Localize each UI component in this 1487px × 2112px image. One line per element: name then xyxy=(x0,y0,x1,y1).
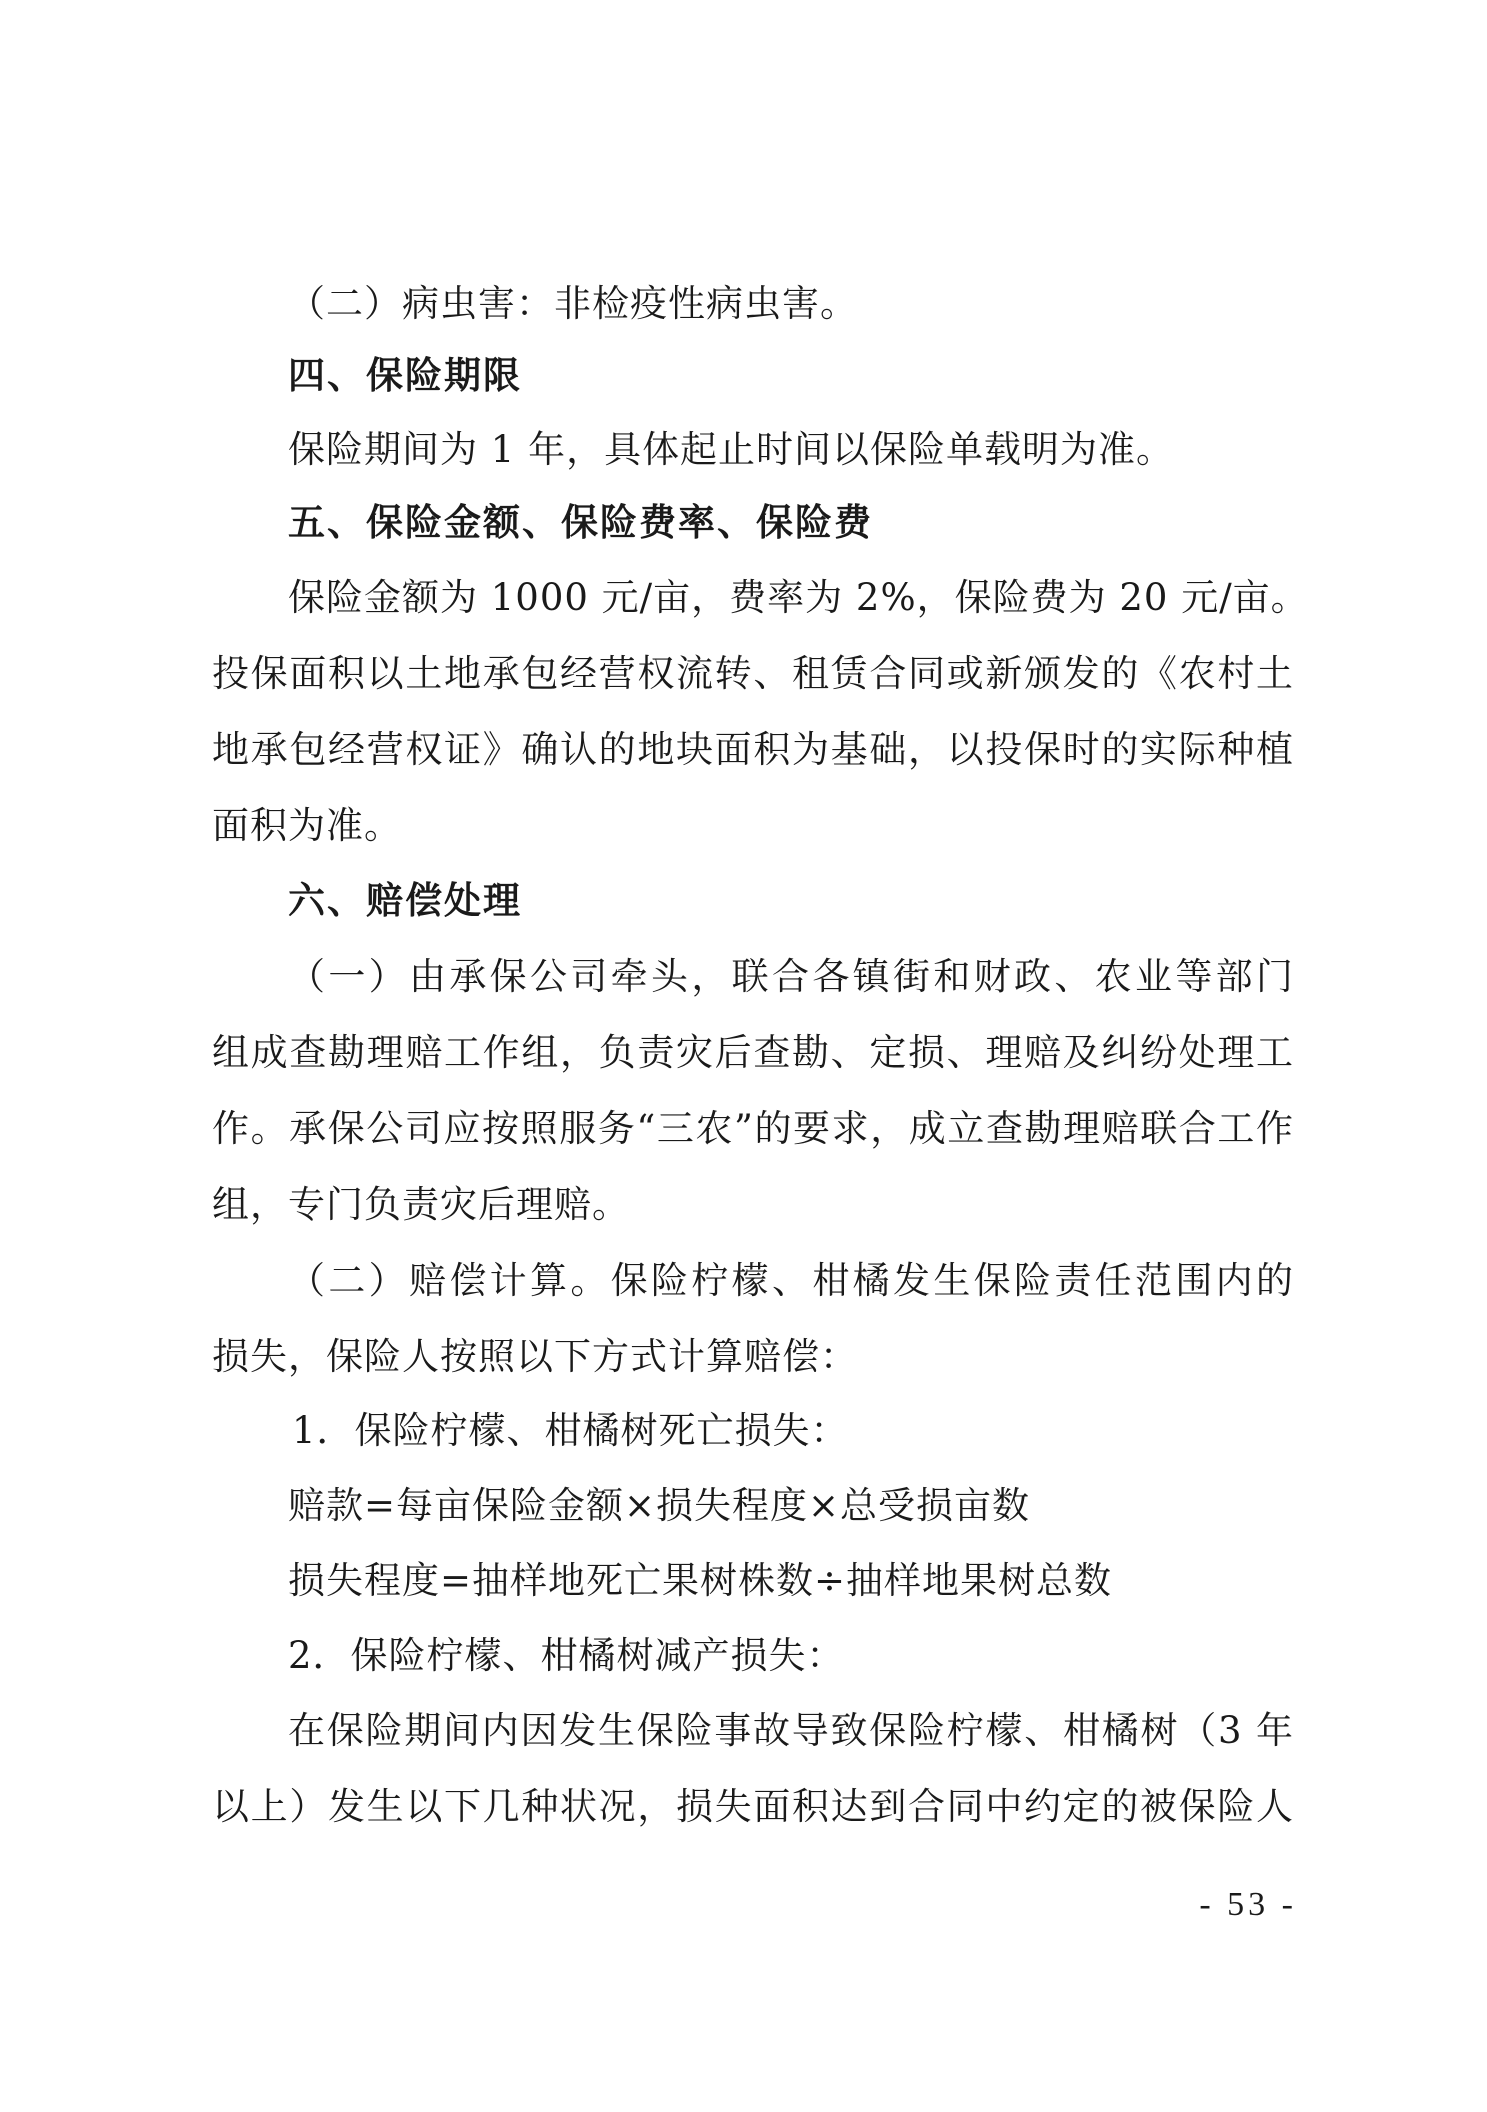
page-number: - 53 - xyxy=(1199,1886,1297,1923)
section-heading-amount-rate-premium: 五、保险金额、保险费率、保险费 xyxy=(288,501,873,544)
formula-loss-degree: 损失程度=抽样地死亡果树株数÷抽样地果树总数 xyxy=(288,1559,1113,1602)
item-2-heading: 2．保险柠檬、柑橘树减产损失： xyxy=(288,1634,845,1677)
paragraph-yield-loss-line-2: 以上）发生以下几种状况，损失面积达到合同中约定的被保险人 xyxy=(212,1785,1294,1828)
paragraph-amount-line-2: 投保面积以土地承包经营权流转、租赁合同或新颁发的《农村土 xyxy=(212,652,1294,695)
paragraph-amount-line-3: 地承包经营权证》确认的地块面积为基础，以投保时的实际种植 xyxy=(212,728,1294,771)
paragraph-amount-line-4: 面积为准。 xyxy=(212,804,402,847)
paragraph-compensation-1-line-3: 作。承保公司应按照服务“三农”的要求，成立查勘理赔联合工作 xyxy=(212,1107,1294,1150)
paragraph-yield-loss-line-1: 在保险期间内因发生保险事故导致保险柠檬、柑橘树（3 年 xyxy=(288,1709,1294,1752)
section-heading-compensation: 六、赔偿处理 xyxy=(288,879,522,922)
paragraph-compensation-1-line-1: （一）由承保公司牵头，联合各镇街和财政、农业等部门 xyxy=(288,955,1294,998)
paragraph-amount-line-1: 保险金额为 1000 元/亩，费率为 2%，保险费为 20 元/亩。 xyxy=(288,576,1309,619)
formula-compensation: 赔款=每亩保险金额×损失程度×总受损亩数 xyxy=(288,1484,1031,1527)
paragraph-compensation-1-line-2: 组成查勘理赔工作组，负责灾后查勘、定损、理赔及纠纷处理工 xyxy=(212,1031,1294,1074)
subsection-pests: （二）病虫害：非检疫性病虫害。 xyxy=(288,282,858,325)
paragraph-compensation-1-line-4: 组，专门负责灾后理赔。 xyxy=(212,1183,630,1226)
item-1-heading: 1．保险柠檬、柑橘树死亡损失： xyxy=(292,1409,849,1452)
paragraph-compensation-2-line-2: 损失，保险人按照以下方式计算赔偿： xyxy=(212,1335,858,1378)
section-heading-insurance-period: 四、保险期限 xyxy=(288,354,522,397)
paragraph-compensation-2-line-1: （二）赔偿计算。保险柠檬、柑橘发生保险责任范围内的 xyxy=(288,1259,1294,1302)
paragraph-insurance-period: 保险期间为 1 年，具体起止时间以保险单载明为准。 xyxy=(288,428,1175,471)
